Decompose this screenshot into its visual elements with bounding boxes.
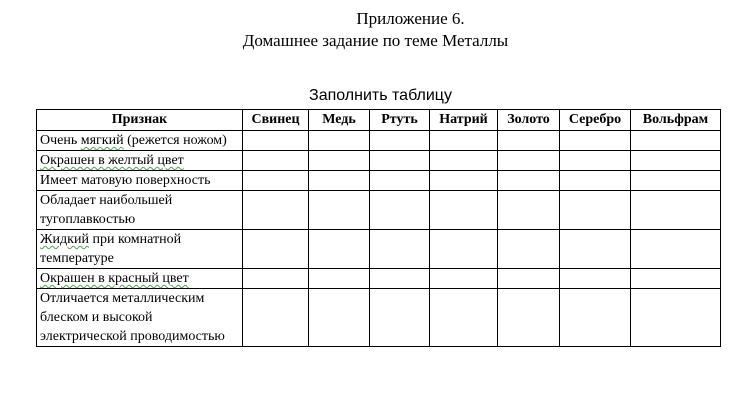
answer-cell[interactable] [631, 131, 721, 151]
sign-cell [37, 171, 243, 191]
answer-cell[interactable] [430, 171, 498, 191]
sign-text: Отличается металлическим блеском и высокой электрической проводимостью [40, 291, 225, 344]
answer-cell[interactable] [631, 171, 721, 191]
answer-cell[interactable] [370, 289, 430, 347]
answer-cell[interactable] [560, 151, 631, 171]
answer-cell[interactable] [309, 230, 370, 269]
metals-table [36, 109, 721, 347]
answer-cell[interactable] [243, 191, 309, 230]
answer-cell[interactable] [309, 191, 370, 230]
answer-cell[interactable] [631, 289, 721, 347]
sign-text: Окрашен в желтый цвет [40, 153, 184, 168]
sign-text: Обладает наибольшей тугоплавкостью [40, 193, 173, 227]
answer-cell[interactable] [243, 131, 309, 151]
header-cell-metal: Свинец [243, 110, 309, 131]
header-cell-metal: Золото [498, 110, 560, 131]
sign-cell [37, 230, 243, 269]
answer-cell[interactable] [370, 191, 430, 230]
table-row [37, 151, 721, 171]
answer-cell[interactable] [560, 171, 631, 191]
table-row [37, 191, 721, 230]
sign-text: Имеет матовую поверхность [40, 173, 211, 188]
answer-cell[interactable] [631, 151, 721, 171]
answer-cell[interactable] [430, 151, 498, 171]
sign-cell [37, 151, 243, 171]
header-cell-metal: Натрий [430, 110, 498, 131]
header-cell-metal: Вольфрам [631, 110, 721, 131]
sign-text: мягкий [80, 133, 124, 148]
header-cell-metal: Ртуть [370, 110, 430, 131]
header-cell-metal: Медь [309, 110, 370, 131]
header-cell-sign: Признак [37, 110, 243, 131]
sign-text: при комнатной температуре [40, 232, 182, 266]
answer-cell[interactable] [498, 151, 560, 171]
answer-cell[interactable] [370, 230, 430, 269]
answer-cell[interactable] [309, 289, 370, 347]
sign-text: Окрашен в красный цвет [40, 271, 189, 286]
answer-cell[interactable] [309, 131, 370, 151]
table-row [37, 230, 721, 269]
answer-cell[interactable] [243, 289, 309, 347]
answer-cell[interactable] [243, 151, 309, 171]
sign-cell [37, 269, 243, 289]
answer-cell[interactable] [430, 269, 498, 289]
table-body [37, 131, 721, 347]
header-cell-metal: Серебро [560, 110, 631, 131]
answer-cell[interactable] [309, 269, 370, 289]
answer-cell[interactable] [430, 131, 498, 151]
answer-cell[interactable] [309, 151, 370, 171]
answer-cell[interactable] [370, 269, 430, 289]
answer-cell[interactable] [498, 131, 560, 151]
answer-cell[interactable] [370, 151, 430, 171]
table-row [37, 131, 721, 151]
answer-cell[interactable] [631, 269, 721, 289]
answer-cell[interactable] [560, 269, 631, 289]
answer-cell[interactable] [430, 289, 498, 347]
table-row [37, 289, 721, 347]
answer-cell[interactable] [430, 230, 498, 269]
answer-cell[interactable] [631, 230, 721, 269]
answer-cell[interactable] [370, 171, 430, 191]
header-row [37, 110, 721, 131]
sign-cell [37, 131, 243, 151]
answer-cell[interactable] [560, 191, 631, 230]
table-row [37, 269, 721, 289]
table-row [37, 171, 721, 191]
answer-cell[interactable] [309, 171, 370, 191]
sign-text: Жидкий [40, 232, 89, 247]
answer-cell[interactable] [498, 230, 560, 269]
answer-cell[interactable] [498, 191, 560, 230]
answer-cell[interactable] [560, 289, 631, 347]
answer-cell[interactable] [243, 230, 309, 269]
answer-cell[interactable] [243, 171, 309, 191]
answer-cell[interactable] [560, 131, 631, 151]
answer-cell[interactable] [560, 230, 631, 269]
sign-text: (режется ножом) [123, 133, 227, 148]
answer-cell[interactable] [243, 269, 309, 289]
sign-text: Очень [40, 133, 81, 148]
answer-cell[interactable] [631, 191, 721, 230]
sign-cell [37, 191, 243, 230]
table-instruction: Заполнить таблицу [309, 87, 452, 104]
answer-cell[interactable] [498, 269, 560, 289]
sign-cell [37, 289, 243, 347]
answer-cell[interactable] [430, 191, 498, 230]
appendix-label: Приложение 6. [356, 9, 465, 28]
answer-cell[interactable] [498, 171, 560, 191]
document-title: Домашнее задание по теме Металлы [242, 31, 509, 50]
answer-cell[interactable] [370, 131, 430, 151]
document-header [0, 8, 751, 52]
answer-cell[interactable] [498, 289, 560, 347]
